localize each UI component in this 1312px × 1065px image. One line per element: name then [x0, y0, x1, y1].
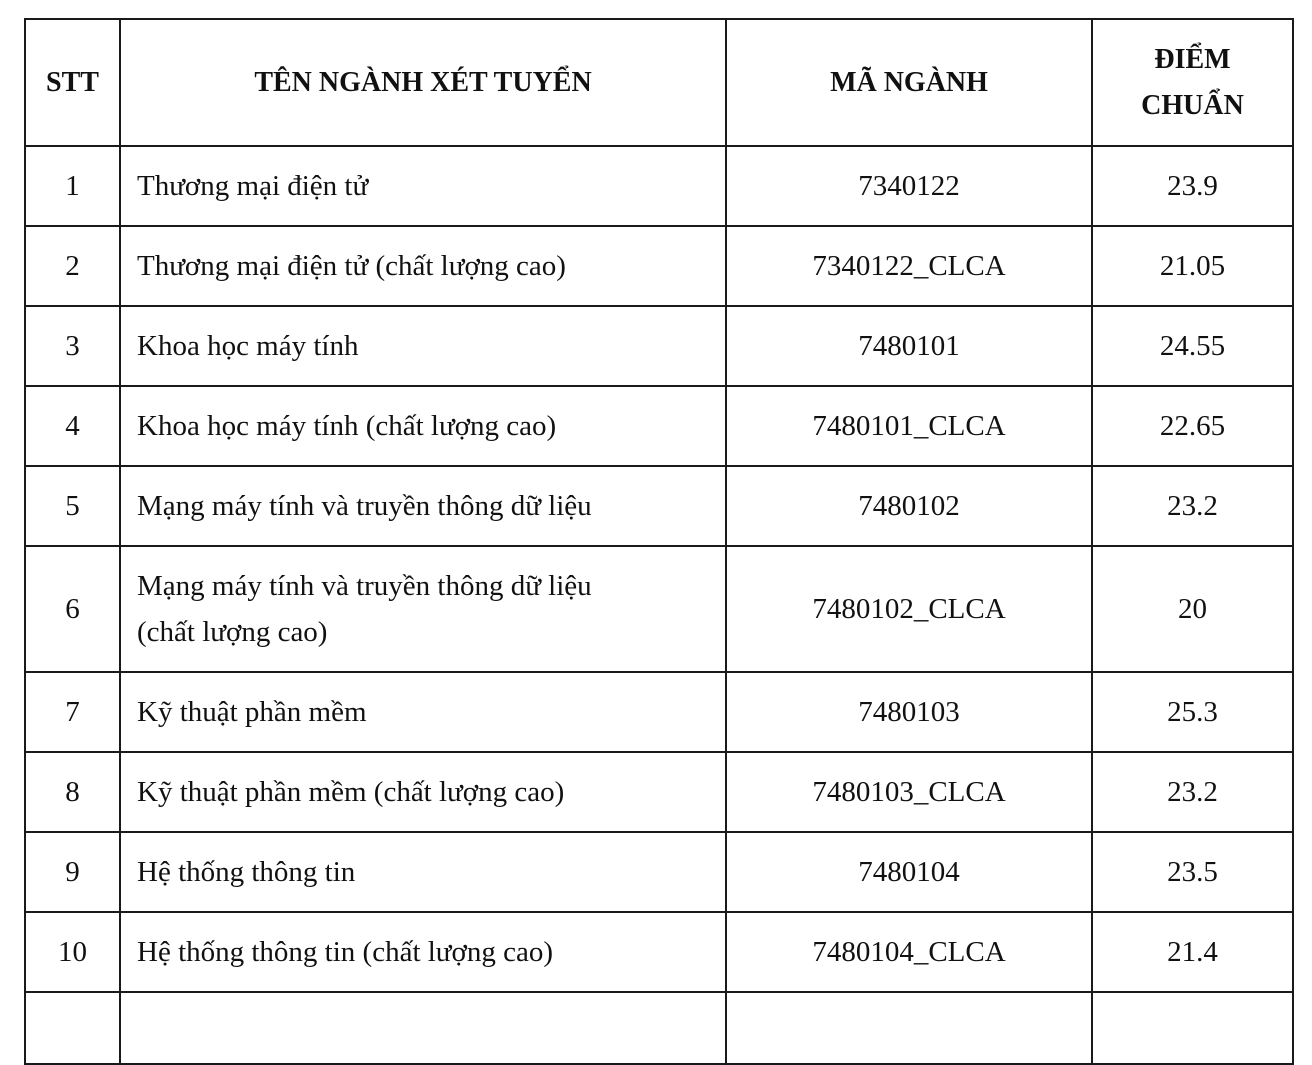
- table-row: [25, 672, 1293, 752]
- row-empty-cell: [25, 992, 120, 1064]
- row-program-code: 7480101_CLCA: [726, 386, 1092, 466]
- table-header-row: [25, 19, 1293, 146]
- row-program-code: 7480104: [726, 832, 1092, 912]
- row-stt: 6: [25, 546, 120, 672]
- table-row: [25, 226, 1293, 306]
- header-program-code: MÃ NGÀNH: [726, 19, 1092, 146]
- admission-scores-table: [24, 18, 1294, 1065]
- table-row: [25, 306, 1293, 386]
- header-stt: STT: [25, 19, 120, 146]
- row-program-code: 7340122: [726, 146, 1092, 226]
- table-row: [25, 752, 1293, 832]
- row-cutoff-score: 23.9: [1092, 146, 1293, 226]
- row-program-name: Khoa học máy tính (chất lượng cao): [120, 386, 726, 466]
- row-program-code: 7340122_CLCA: [726, 226, 1092, 306]
- admission-scores-table-container: [24, 18, 1294, 1065]
- row-stt: 1: [25, 146, 120, 226]
- row-stt: 7: [25, 672, 120, 752]
- row-empty-cell: [120, 992, 726, 1064]
- row-program-name: Khoa học máy tính: [120, 306, 726, 386]
- row-program-code: 7480103: [726, 672, 1092, 752]
- row-program-name: Thương mại điện tử (chất lượng cao): [120, 226, 726, 306]
- row-stt: 3: [25, 306, 120, 386]
- row-empty-cell: [1092, 992, 1293, 1064]
- row-program-code: 7480102: [726, 466, 1092, 546]
- table-row: [25, 386, 1293, 466]
- row-program-name: Kỹ thuật phần mềm (chất lượng cao): [120, 752, 726, 832]
- row-program-name: Kỹ thuật phần mềm: [120, 672, 726, 752]
- row-stt: 9: [25, 832, 120, 912]
- row-cutoff-score: 23.2: [1092, 466, 1293, 546]
- row-program-name: Hệ thống thông tin: [120, 832, 726, 912]
- row-stt: 5: [25, 466, 120, 546]
- row-stt: 2: [25, 226, 120, 306]
- row-stt: 4: [25, 386, 120, 466]
- row-stt: 10: [25, 912, 120, 992]
- table-row: [25, 146, 1293, 226]
- row-stt: 8: [25, 752, 120, 832]
- row-cutoff-score: 23.2: [1092, 752, 1293, 832]
- header-program-name: TÊN NGÀNH XÉT TUYỂN: [120, 19, 726, 146]
- row-program-name: Hệ thống thông tin (chất lượng cao): [120, 912, 726, 992]
- row-program-name-line2: (chất lượng cao): [137, 616, 328, 648]
- table-row: [25, 546, 1293, 672]
- row-program-name: Thương mại điện tử: [120, 146, 726, 226]
- row-cutoff-score: 21.05: [1092, 226, 1293, 306]
- row-cutoff-score: 25.3: [1092, 672, 1293, 752]
- row-program-code: 7480102_CLCA: [726, 546, 1092, 672]
- row-cutoff-score: 22.65: [1092, 386, 1293, 466]
- table-row: [25, 832, 1293, 912]
- row-program-code: 7480104_CLCA: [726, 912, 1092, 992]
- row-cutoff-score: 23.5: [1092, 832, 1293, 912]
- row-cutoff-score: 24.55: [1092, 306, 1293, 386]
- row-program-code: 7480101: [726, 306, 1092, 386]
- table-row-cutoff: [25, 992, 1293, 1064]
- table-row: [25, 912, 1293, 992]
- table-row: [25, 466, 1293, 546]
- header-cutoff-score: [1092, 19, 1293, 146]
- row-cutoff-score: 20: [1092, 546, 1293, 672]
- row-program-name: [120, 546, 726, 672]
- header-score-line2: CHUẨN: [1141, 89, 1244, 121]
- row-empty-cell: [726, 992, 1092, 1064]
- row-program-name: Mạng máy tính và truyền thông dữ liệu: [120, 466, 726, 546]
- row-program-name-line1: Mạng máy tính và truyền thông dữ liệu: [137, 570, 592, 602]
- row-cutoff-score: 21.4: [1092, 912, 1293, 992]
- header-score-line1: ĐIỂM: [1154, 43, 1231, 75]
- row-program-code: 7480103_CLCA: [726, 752, 1092, 832]
